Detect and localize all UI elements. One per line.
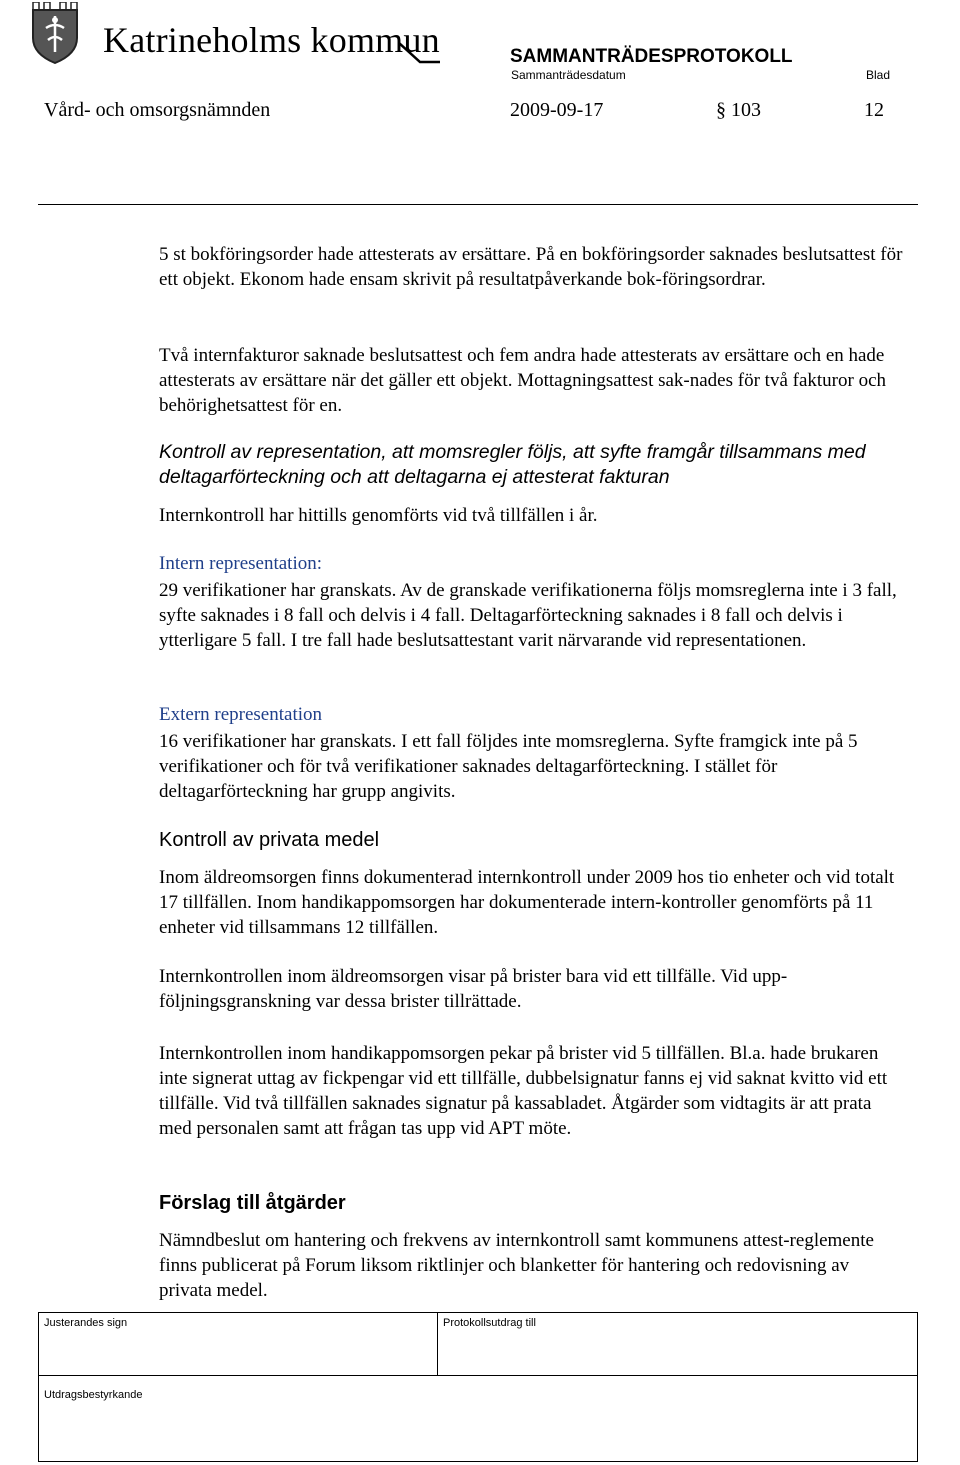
board-name: Vård- och omsorgsnämnden <box>44 99 271 121</box>
coat-of-arms-icon <box>30 2 80 64</box>
footer-signature-box <box>38 1312 918 1462</box>
paragraph-text: 29 verifikationer har granskats. Av de granskade verifikationerna följs momsreglerna inte i 3 fall, syfte saknades i 8 fall och delvis i 4 fall. Deltagarförteckning saknades i 8 fall och delvis i ytterligare 5 fall. I tre fall hade beslutsattestant varit närvarande vid representationen. <box>159 580 897 651</box>
swoosh-icon <box>398 40 440 69</box>
paragraph-text: 16 verifikationer har granskats. I ett fall följdes inte momsreglerna. Syfte framgick inte på 5 verifikationer och för två verifikationer saknades deltagarförteckning. I stället för deltagarförteckning har grupp angivits. <box>159 731 858 802</box>
justerandes-sign-label: Justerandes sign <box>44 1317 128 1329</box>
utdragsbestyrkande-label: Utdragsbestyrkande <box>44 1389 143 1401</box>
protokollsutdrag-label: Protokollsutdrag till <box>443 1317 536 1329</box>
paragraph-internfakturor <box>159 343 904 418</box>
heading-representation: Kontroll av representation, att momsregler följs, att syfte framgår tillsammans med deltagarförteckning och att deltagarna ej attesterat fakturan <box>159 441 866 488</box>
paragraph-text: Nämndbeslut om hantering och frekvens av internkontroll samt kommunens attest-reglemente finns publicerat på Forum liksom riktlinjer och blanketter för hantering och redovisning av privata medel. <box>159 1230 874 1301</box>
footer-divider-vertical <box>437 1312 438 1375</box>
paragraph-text: Inom äldreomsorgen finns dokumenterad internkontroll under 2009 hos tio enheter och vid totalt 17 tillfällen. Inom handikappomsorgen har dokumenterade intern-kontroller genomförts på 11 enheter vid tillsammans 12 tillfällen. <box>159 867 895 938</box>
paragraph-aldreomsorgen <box>159 865 904 940</box>
heading-extern-representation: Extern representation <box>159 704 323 725</box>
paragraph-forslag <box>159 1228 904 1303</box>
section-symbol: § <box>716 99 726 121</box>
paragraph-text: Internkontroll har hittills genomförts vid två tillfällen i år. <box>159 505 598 526</box>
meeting-date: 2009-09-17 <box>510 99 604 121</box>
paragraph-text: Två internfakturor saknade beslutsattest och fem andra hade attesterats av ersättare och en hade attesterats av ersättare när det gäller ett objekt. Mottagningsattest sak-nades för två fakturor och behörighetsattest för en. <box>159 345 887 416</box>
heading-privata-medel: Kontroll av privata medel <box>159 829 380 851</box>
protocol-title: SAMMANTRÄDESPROTOKOLL <box>510 46 793 67</box>
heading-intern-representation: Intern representation: <box>159 553 323 574</box>
paragraph-extern-representation <box>159 729 904 804</box>
footer-divider-horizontal <box>38 1375 918 1376</box>
paragraph-text: Internkontrollen inom handikappomsorgen pekar på brister vid 5 tillfällen. Bl.a. hade brukaren inte signerat uttag av fickpengar vid ett tillfälle, dubbelsignatur fanns ej vid saknat kvitto vid ett tillfälle. Vid två tillfällen saknades signatur på kassabladet. Åtgärder som vidtagits är att prata med personalen samt att frågan tas upp vid APT möte. <box>159 1043 888 1139</box>
heading-forslag: Förslag till åtgärder <box>159 1192 346 1214</box>
section-number: 103 <box>731 99 761 121</box>
paragraph-text: 5 st bokföringsorder hade attesterats av ersättare. På en bokföringsorder saknades beslutsattest för ett objekt. Ekonom hade ensam skrivit på resultatpåverkande bok-föringsordrar. <box>159 244 903 290</box>
paragraph-uppfoljning <box>159 964 904 1014</box>
page-label: Blad <box>866 68 891 82</box>
paragraph-ersattare <box>159 242 904 292</box>
org-name: Katrineholms kommun <box>103 20 440 60</box>
paragraph-intern-representation <box>159 578 904 653</box>
paragraph-text: Internkontrollen inom äldreomsorgen visar på brister bara vid ett tillfälle. Vid upp-följningsgranskning var dessa brister tillrättade. <box>159 966 788 1012</box>
header-divider <box>38 204 918 205</box>
date-label: Sammanträdesdatum <box>511 68 626 82</box>
paragraph-handikappomsorgen <box>159 1041 904 1141</box>
paragraph-internkontroll <box>159 503 904 528</box>
page-number: 12 <box>864 99 884 121</box>
